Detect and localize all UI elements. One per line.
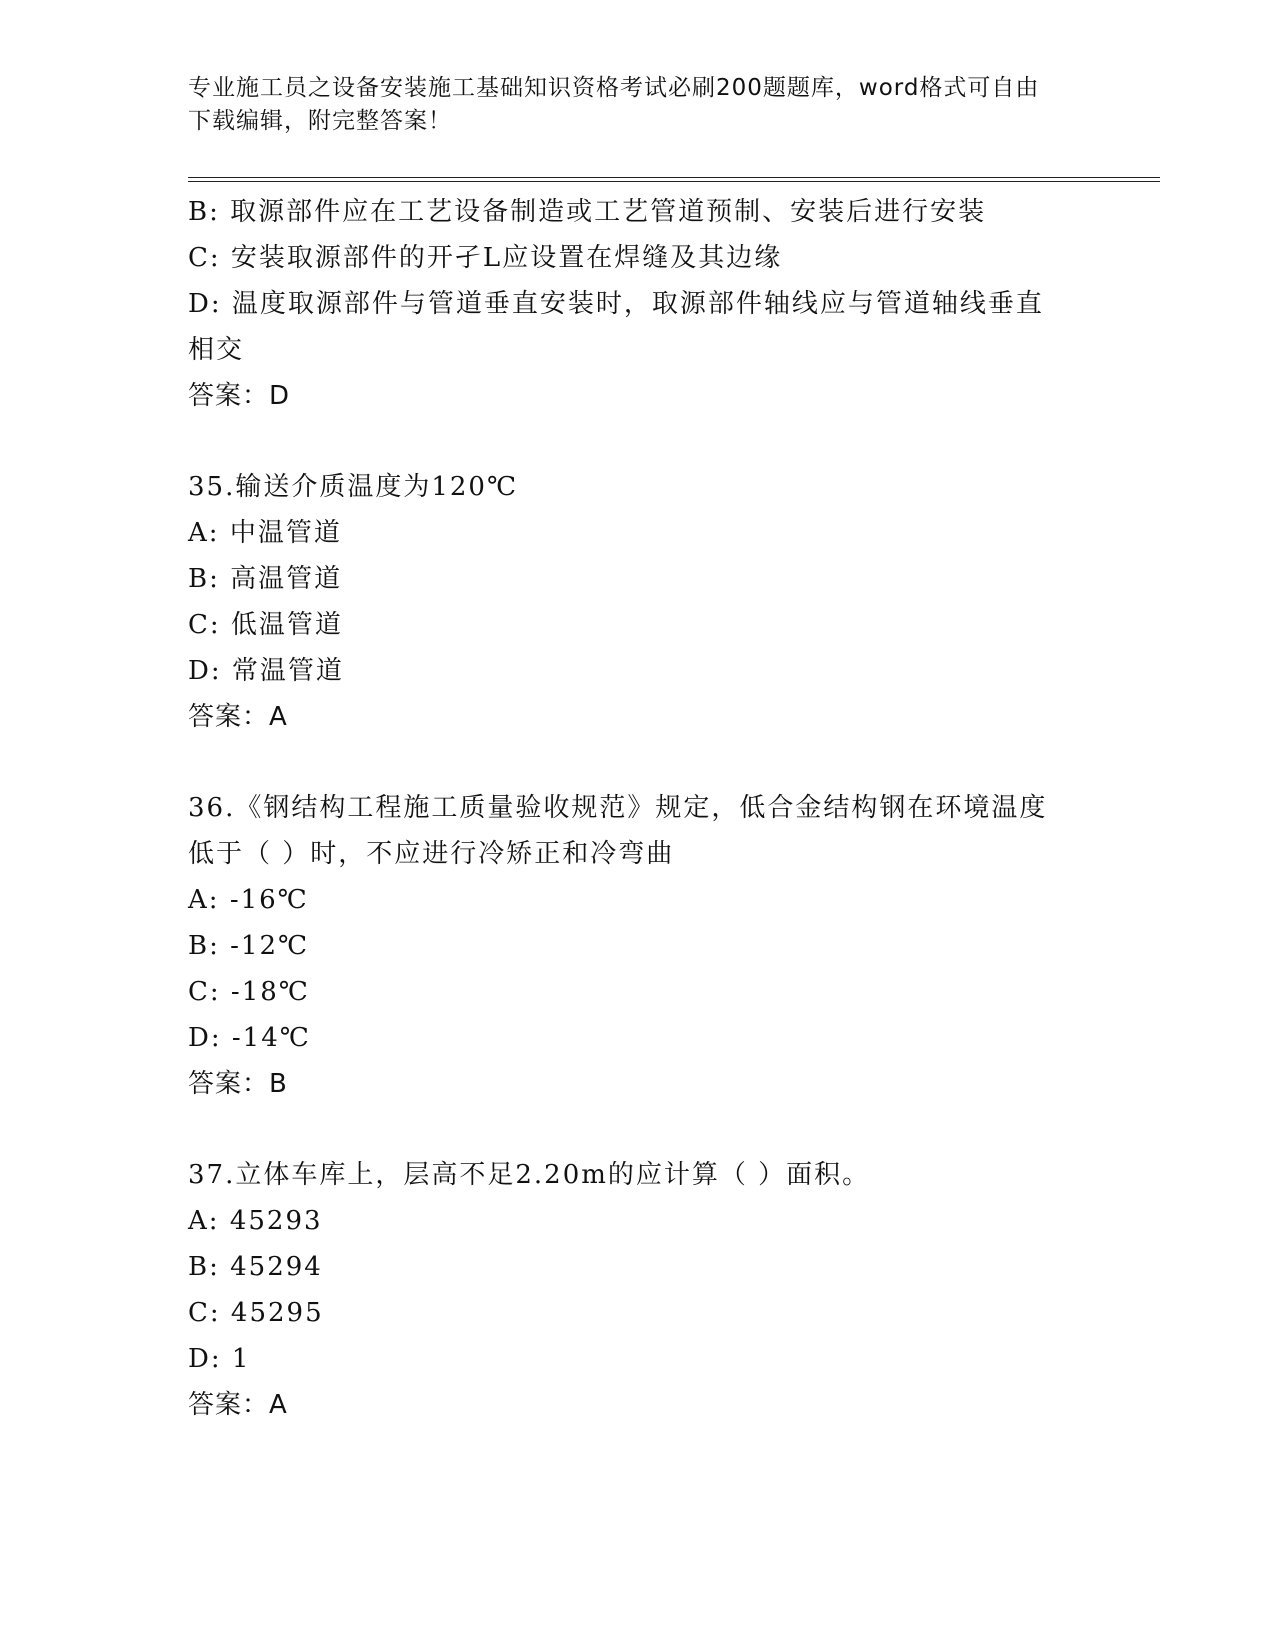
option-key: C: — [188, 610, 221, 640]
option-key: A: — [188, 885, 220, 915]
option-a — [188, 1198, 1088, 1244]
header-divider — [188, 177, 1160, 182]
answer-line: 答案：B — [188, 1069, 288, 1099]
option-text: 低温管道 — [230, 610, 343, 640]
option-text: -14℃ — [231, 1023, 311, 1053]
option-key: D: — [188, 656, 222, 686]
question-stem-continued: 低于（ ）时，不应进行冷矫正和冷弯曲 — [188, 839, 675, 869]
question-block-35 — [188, 464, 1088, 740]
answer-line: 答案：A — [188, 702, 288, 732]
option-text: 中温管道 — [229, 518, 342, 548]
option-text: -12℃ — [230, 931, 310, 961]
option-d-continued — [188, 327, 1088, 373]
header-line-2: 下载编辑，附完整答案！ — [188, 108, 452, 134]
option-text: -16℃ — [229, 885, 309, 915]
option-d — [188, 1015, 1088, 1061]
option-c — [188, 1290, 1088, 1336]
option-key: B: — [188, 564, 220, 594]
option-key: D: — [188, 289, 222, 319]
option-text: 45294 — [230, 1252, 323, 1282]
question-stem: 35.输送介质温度为120℃ — [188, 472, 519, 502]
option-c — [188, 969, 1088, 1015]
option-b — [188, 923, 1088, 969]
option-key: C: — [188, 243, 221, 273]
option-text: -18℃ — [230, 977, 310, 1007]
option-a — [188, 877, 1088, 923]
block-spacer — [188, 1107, 1088, 1152]
option-a — [188, 510, 1088, 556]
option-key: D: — [188, 1344, 222, 1374]
question-block-34 — [188, 189, 1088, 419]
answer-line: 答案：A — [188, 1390, 288, 1420]
question-block-37 — [188, 1152, 1088, 1428]
answer-line: 答案：D — [188, 381, 291, 411]
option-text: 1 — [231, 1344, 251, 1374]
option-key: B: — [188, 1252, 220, 1282]
option-text: 高温管道 — [230, 564, 343, 594]
question-stem: 37.立体车库上，层高不足2.20m的应计算（ ）面积。 — [188, 1160, 871, 1190]
option-key: D: — [188, 1023, 222, 1053]
option-text: 45293 — [229, 1206, 323, 1236]
option-text: 安装取源部件的开孑L应设置在焊缝及其边缘 — [230, 243, 783, 273]
option-d — [188, 1336, 1088, 1382]
option-text: 45295 — [230, 1298, 324, 1328]
question-stem: 36.《钢结构工程施工质量验收规范》规定，低合金结构钢在环境温度 — [188, 793, 1048, 823]
option-c — [188, 235, 1088, 281]
option-b — [188, 189, 1088, 235]
option-key: C: — [188, 977, 221, 1007]
option-c — [188, 602, 1088, 648]
option-b — [188, 1244, 1088, 1290]
option-text: 温度取源部件与管道垂直安装时，取源部件轴线应与管道轴线垂直 — [231, 289, 1044, 319]
option-key: A: — [188, 1206, 220, 1236]
option-d — [188, 281, 1088, 327]
document-header — [188, 72, 1088, 138]
option-text: 常温管道 — [231, 656, 344, 686]
option-key: C: — [188, 1298, 221, 1328]
block-spacer — [188, 740, 1088, 785]
question-list — [188, 189, 1088, 1428]
option-text: 相交 — [188, 335, 245, 365]
option-text: 取源部件应在工艺设备制造或工艺管道预制、安装后进行安装 — [230, 197, 987, 227]
option-d — [188, 648, 1088, 694]
question-block-36 — [188, 785, 1088, 1107]
block-spacer — [188, 419, 1088, 464]
header-line-1: 专业施工员之设备安装施工基础知识资格考试必刷200题题库，word格式可自由 — [188, 75, 1040, 101]
option-key: B: — [188, 197, 220, 227]
option-key: B: — [188, 931, 220, 961]
option-key: A: — [188, 518, 220, 548]
option-b — [188, 556, 1088, 602]
